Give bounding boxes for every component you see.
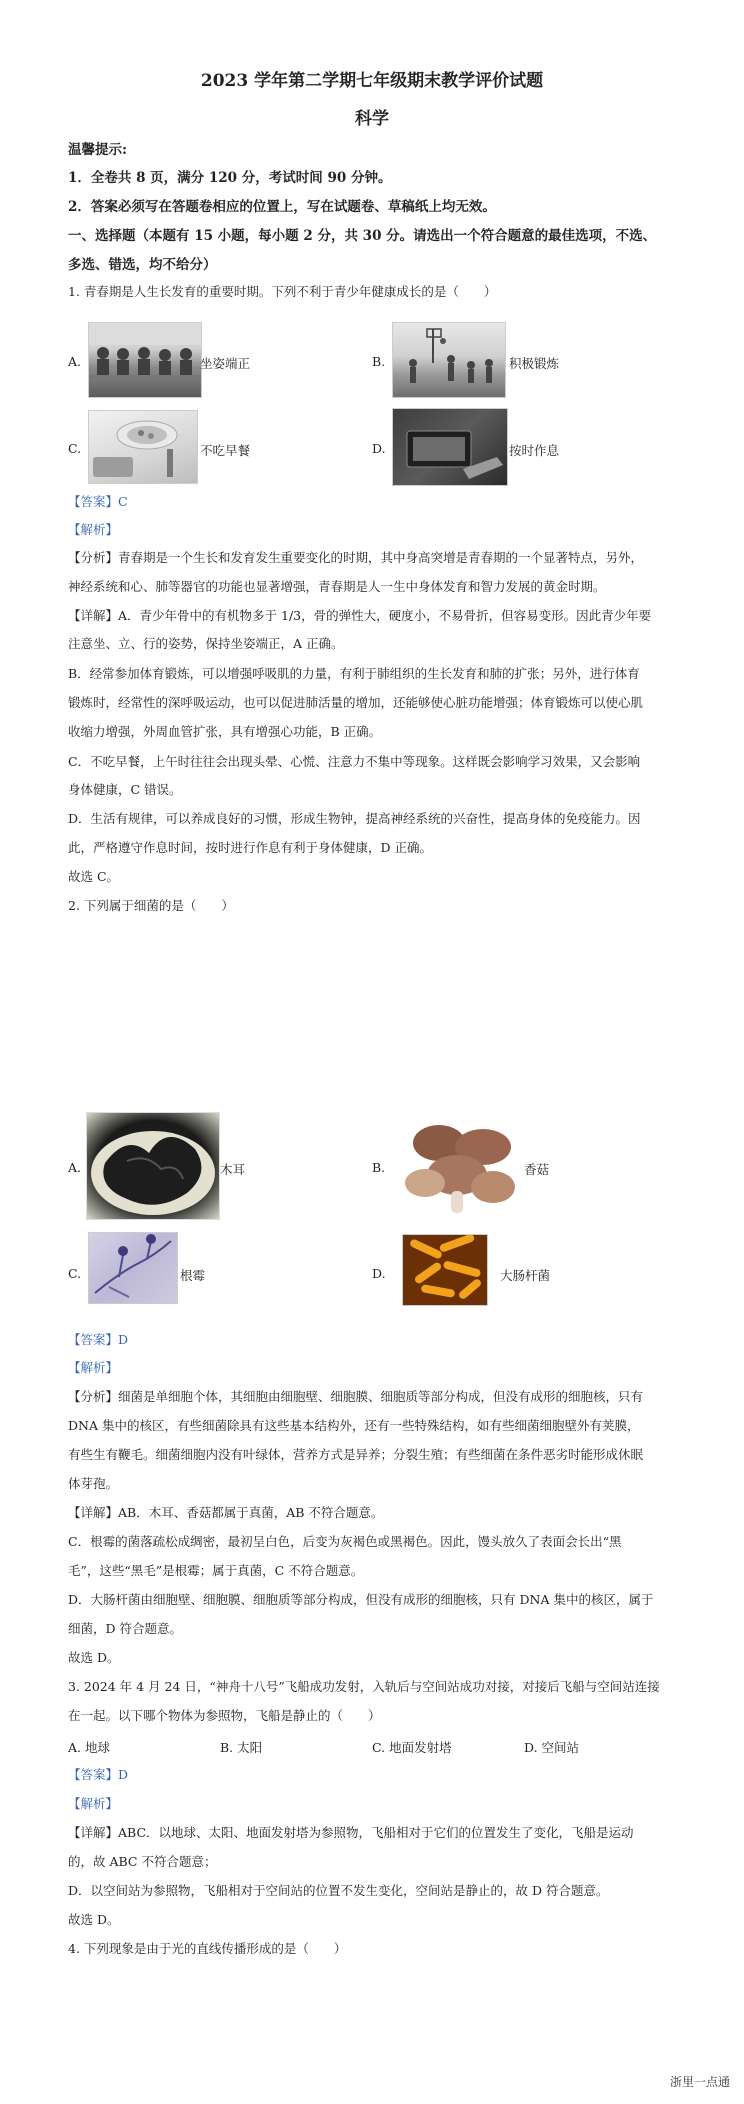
q1-option-c-text: 不吃早餐	[200, 443, 251, 458]
q2-explanation-line: 故选 D。	[68, 1650, 120, 1665]
question-2-stem: 2. 下列属于细菌的是（ ）	[68, 898, 234, 913]
q1-explanation-line: 【详解】A．青少年骨中的有机物多于 1/3，骨的弹性大，硬度小，不易骨折，但容易变形。因此青少年要	[68, 608, 652, 623]
q2-explanation-line: 【分析】细菌是单细胞个体，其细胞由细胞壁、细胞膜、细胞质等部分构成，但没有成形的细胞核，只有	[68, 1389, 644, 1404]
q3-option-c: C. 地面发射塔	[372, 1740, 452, 1755]
q1-explanation-line: 注意坐、立、行的姿势，保持坐姿端正，A 正确。	[68, 636, 344, 651]
footer-watermark: 浙里一点通	[669, 2075, 730, 2089]
q2-option-b-image	[394, 1112, 524, 1222]
q2-option-d-text: 大肠杆菌	[500, 1268, 551, 1283]
q1-option-c-letter: C.	[68, 441, 82, 456]
q1-explanation-line: C．不吃早餐，上午时往往会出现头晕、心慌、注意力不集中等现象。这样既会影响学习效果，又会影响	[68, 754, 641, 769]
q3-explanation-line: D．以空间站为参照物，飞船相对于空间站的位置不发生变化，空间站是静止的，故 D 符合题意。	[68, 1883, 609, 1898]
q1-option-b-image	[392, 322, 506, 398]
q1-explanation-line: 神经系统和心、肺等器官的功能也显著增强，青春期是人一生中身体发育和智力发展的黄金时期。	[68, 579, 606, 594]
q2-explanation-line: 细菌，D 符合题意。	[68, 1621, 182, 1636]
q1-option-a-letter: A.	[68, 354, 82, 369]
q1-answer: 【答案】C	[68, 494, 128, 509]
q3-option-d: D. 空间站	[524, 1740, 580, 1755]
q1-option-b-letter: B.	[372, 354, 386, 369]
q1-explanation-line: 故选 C。	[68, 869, 120, 884]
subject-title: 科学	[355, 109, 389, 129]
question-3-stem-line-2: 在一起。以下哪个物体为参照物，飞船是静止的（ ）	[68, 1708, 381, 1723]
q1-explanation-line: 身体健康，C 错误。	[68, 782, 182, 797]
q1-explanation-line: 锻炼时，经常性的深呼吸运动，也可以促进肺活量的增加，还能够使心脏功能增强；体育锻炼可以使心肌	[68, 695, 644, 710]
q3-option-a: A. 地球	[68, 1740, 111, 1755]
q3-explanation-line: 的，故 ABC 不符合题意；	[68, 1854, 217, 1869]
q1-option-a-image	[88, 322, 202, 398]
q2-analysis-tag: 【解析】	[68, 1360, 119, 1375]
q1-option-d-text: 按时作息	[509, 443, 560, 458]
q2-option-a-text: 木耳	[220, 1162, 246, 1177]
q1-explanation-line: 【分析】青春期是一个生长和发育发生重要变化的时期，其中身高突增是青春期的一个显著特点，另外，	[68, 550, 644, 565]
q1-option-b-text: 积极锻炼	[509, 356, 560, 371]
q1-explanation-line: B．经常参加体育锻炼，可以增强呼吸肌的力量，有利于肺组织的生长发育和肺的扩张；另外，进行体育	[68, 666, 640, 681]
question-1-stem: 1. 青春期是人生长发育的重要时期。下列不利于青少年健康成长的是（ ）	[68, 284, 497, 299]
q2-option-a-letter: A.	[68, 1160, 82, 1175]
q2-option-b-text: 香菇	[524, 1162, 550, 1177]
section-heading-line-2: 多选、错选，均不给分）	[68, 257, 217, 273]
q1-explanation-line: D．生活有规律，可以养成良好的习惯，形成生物钟，提高神经系统的兴奋性，提高身体的免疫能力。因	[68, 811, 641, 826]
q1-option-d-letter: D.	[372, 441, 386, 456]
q2-explanation-line: 毛”，这些“黑毛”是根霉；属于真菌，C 不符合题意。	[68, 1563, 364, 1578]
q2-option-c-image	[88, 1232, 178, 1304]
q1-option-c-image	[88, 410, 198, 484]
question-4-stem: 4. 下列现象是由于光的直线传播形成的是（ ）	[68, 1941, 347, 1956]
notice-item-2: 2．答案必须写在答题卷相应的位置上，写在试题卷、草稿纸上均无效。	[68, 199, 496, 215]
q2-option-d-image	[402, 1234, 488, 1306]
q1-explanation-line: 此，严格遵守作息时间，按时进行作息有利于身体健康，D 正确。	[68, 840, 432, 855]
q2-explanation-line: D．大肠杆菌由细胞壁、细胞膜、细胞质等部分构成，但没有成形的细胞核，只有 DNA 集中的核区，属于	[68, 1592, 654, 1607]
q2-explanation-line: 【详解】AB．木耳、香菇都属于真菌，AB 不符合题意。	[68, 1505, 384, 1520]
q2-explanation-line: 体芽孢。	[68, 1476, 119, 1491]
q1-explanation-line: 收缩力增强，外周血管扩张，具有增强心功能，B 正确。	[68, 724, 382, 739]
q1-option-a-text: 坐姿端正	[200, 356, 251, 371]
q3-answer: 【答案】D	[68, 1767, 129, 1782]
q2-explanation-line: 有些生有鞭毛。细菌细胞内没有叶绿体，营养方式是异养；分裂生殖；有些细菌在条件恶劣时能形成休眠	[68, 1447, 644, 1462]
q3-analysis-tag: 【解析】	[68, 1796, 119, 1811]
q2-explanation-line: C．根霉的菌落疏松成绸密，最初呈白色，后变为灰褐色或黑褐色。因此，馒头放久了表面会长出“黑	[68, 1534, 622, 1549]
q1-option-d-image	[392, 408, 508, 486]
q3-explanation-line: 故选 D。	[68, 1912, 120, 1927]
question-3-stem-line-1: 3. 2024 年 4 月 24 日，“神舟十八号”飞船成功发射，入轨后与空间站成功对接，对接后飞船与空间站连接	[68, 1679, 660, 1694]
q1-analysis-tag: 【解析】	[68, 522, 119, 537]
q2-option-c-letter: C.	[68, 1266, 82, 1281]
q2-answer: 【答案】D	[68, 1332, 129, 1347]
q3-explanation-line: 【详解】ABC．以地球、太阳、地面发射塔为参照物，飞船相对于它们的位置发生了变化，飞船是运动	[68, 1825, 634, 1840]
notice-heading: 温馨提示:	[68, 142, 127, 158]
q2-option-c-text: 根霉	[180, 1268, 206, 1283]
q2-explanation-line: DNA 集中的核区，有些细菌除具有这些基本结构外，还有一些特殊结构，如有些细菌细胞壁外有荚膜，	[68, 1418, 640, 1433]
q2-option-a-image	[86, 1112, 220, 1220]
q2-option-b-letter: B.	[372, 1160, 386, 1175]
page-title: 2023 学年第二学期七年级期末教学评价试题	[200, 71, 544, 91]
q2-option-d-letter: D.	[372, 1266, 386, 1281]
notice-item-1: 1．全卷共 8 页，满分 120 分，考试时间 90 分钟。	[68, 170, 392, 186]
q3-option-b: B. 太阳	[220, 1740, 263, 1755]
section-heading-line-1: 一、选择题（本题有 15 小题，每小题 2 分，共 30 分。请选出一个符合题意的最佳选项，不选、	[68, 228, 657, 244]
